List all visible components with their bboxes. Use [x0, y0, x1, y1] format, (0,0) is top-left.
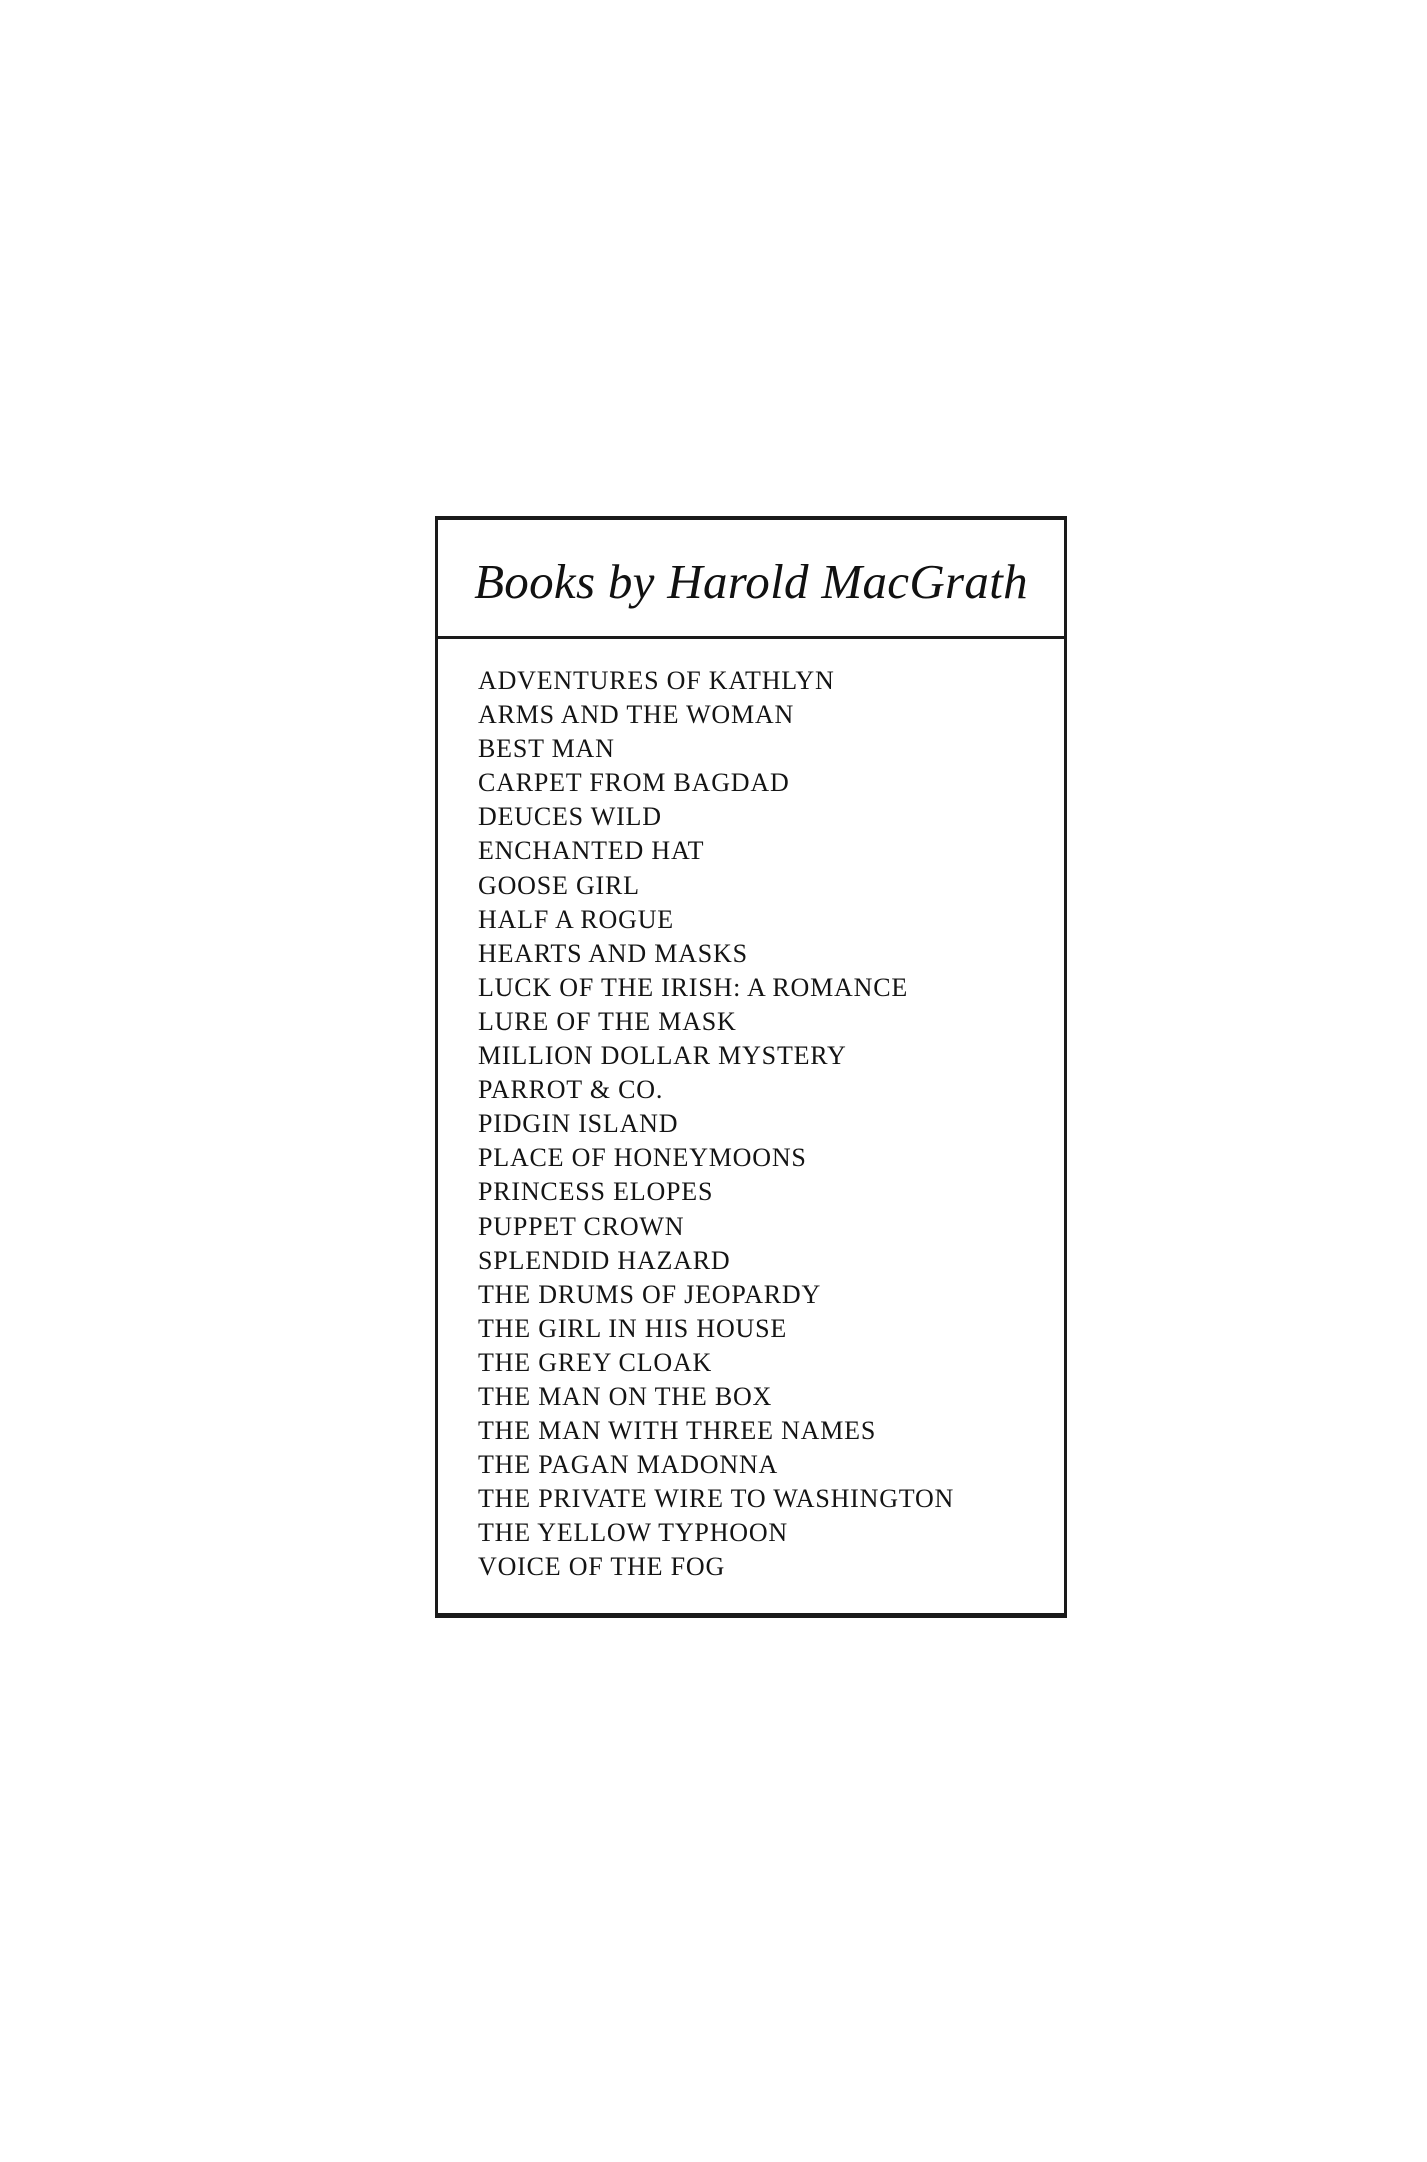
book-title: LURE OF THE MASK — [478, 1006, 737, 1036]
book-title: THE GIRL IN HIS HOUSE — [478, 1313, 788, 1343]
book-title: THE YELLOW TYPHOON — [478, 1518, 788, 1548]
book-title: VOICE OF THE FOG — [478, 1552, 726, 1582]
book-title: THE MAN ON THE BOX — [478, 1381, 773, 1411]
book-title: SPLENDID HAZARD — [478, 1245, 731, 1275]
book-title: PUPPET CROWN — [478, 1211, 685, 1241]
book-title: THE PAGAN MADONNA — [478, 1450, 779, 1480]
book-title: PRINCESS ELOPES — [478, 1177, 714, 1207]
book-title: BEST MAN — [478, 734, 615, 764]
book-title: PIDGIN ISLAND — [478, 1109, 679, 1139]
book-title: THE GREY CLOAK — [478, 1347, 713, 1377]
title-panel — [438, 520, 1064, 639]
books-by-author-box — [435, 516, 1067, 1618]
book-title: LUCK OF THE IRISH: A ROMANCE — [478, 972, 909, 1002]
book-title: HEARTS AND MASKS — [478, 938, 748, 968]
book-title: HALF A ROGUE — [478, 904, 674, 934]
box-title: Books by Harold MacGrath — [474, 553, 1028, 609]
book-title: THE DRUMS OF JEOPARDY — [478, 1279, 822, 1309]
book-title: PLACE OF HONEYMOONS — [478, 1143, 807, 1173]
book-title: PARROT & CO. — [478, 1075, 664, 1105]
book-title: GOOSE GIRL — [478, 870, 640, 900]
book-title: ARMS AND THE WOMAN — [478, 700, 795, 730]
book-title: THE MAN WITH THREE NAMES — [478, 1416, 877, 1446]
book-title: MILLION DOLLAR MYSTERY — [478, 1041, 847, 1071]
book-list — [478, 664, 954, 1585]
book-title: THE PRIVATE WIRE TO WASHINGTON — [478, 1484, 955, 1514]
book-title: ADVENTURES OF KATHLYN — [478, 666, 835, 695]
book-title: ENCHANTED HAT — [478, 836, 705, 866]
book-title: CARPET FROM BAGDAD — [478, 768, 790, 798]
book-title: DEUCES WILD — [478, 802, 662, 832]
